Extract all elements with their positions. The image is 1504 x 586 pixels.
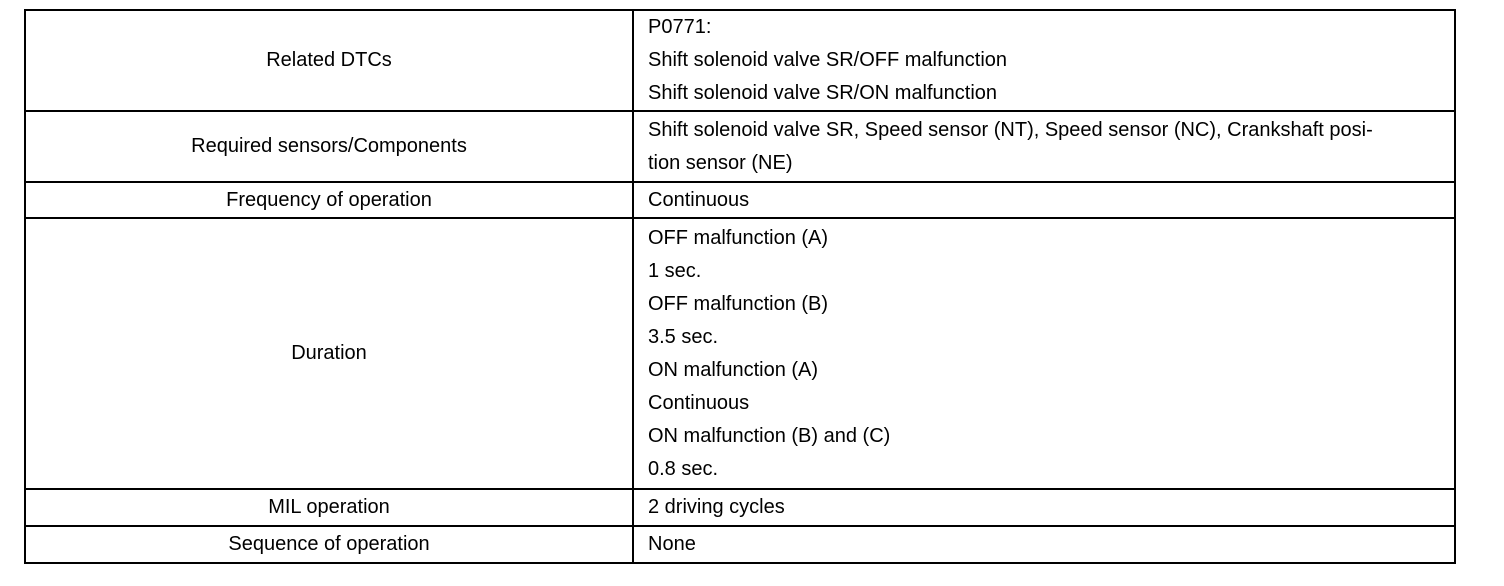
row-value-related-dtcs	[633, 10, 1455, 111]
row-value-duration	[633, 218, 1455, 489]
duration-line-2: 1 sec.	[648, 259, 702, 282]
duration-line-3: OFF malfunction (B)	[648, 292, 829, 315]
mil-operation-value: 2 driving cycles	[648, 496, 785, 518]
duration-line-4: 3.5 sec.	[648, 325, 719, 348]
duration-line-1: OFF malfunction (A)	[648, 226, 829, 249]
duration-line-5: ON malfunction (A)	[648, 358, 819, 381]
required-sensors-line-1: Shift solenoid valve SR, Speed sensor (NT), Speed sensor (NC), Crankshaft posi-	[648, 118, 1373, 141]
row-value-frequency	[633, 182, 1455, 218]
required-sensors-line-2: tion sensor (NE)	[648, 151, 793, 174]
row-label-mil-operation: MIL operation	[25, 489, 633, 526]
table-row-required-sensors	[25, 111, 1455, 182]
row-value-required-sensors	[633, 111, 1455, 182]
table-row-duration	[25, 218, 1455, 489]
dtc-code: P0771:	[648, 16, 712, 38]
table-row-mil-operation	[25, 489, 1455, 526]
row-value-mil-operation	[633, 489, 1455, 526]
frequency-value: Continuous	[648, 188, 750, 211]
sequence-value: None	[648, 533, 696, 555]
duration-line-6: Continuous	[648, 391, 750, 414]
duration-line-7: ON malfunction (B) and (C)	[648, 424, 891, 447]
duration-line-8: 0.8 sec.	[648, 457, 719, 480]
row-label-related-dtcs: Related DTCs	[25, 10, 633, 111]
dtc-description-off: Shift solenoid valve SR/OFF malfunction	[648, 49, 1008, 71]
row-label-sequence: Sequence of operation	[25, 526, 633, 563]
row-label-required-sensors: Required sensors/Components	[25, 111, 633, 182]
row-value-sequence	[633, 526, 1455, 563]
table-row-related-dtcs	[25, 10, 1455, 111]
dtc-description-on: Shift solenoid valve SR/ON malfunction	[648, 82, 998, 104]
row-label-frequency: Frequency of operation	[25, 182, 633, 218]
dtc-specification-table	[24, 9, 1456, 564]
table-row-frequency	[25, 182, 1455, 218]
row-label-duration: Duration	[25, 218, 633, 489]
table-row-sequence	[25, 526, 1455, 563]
